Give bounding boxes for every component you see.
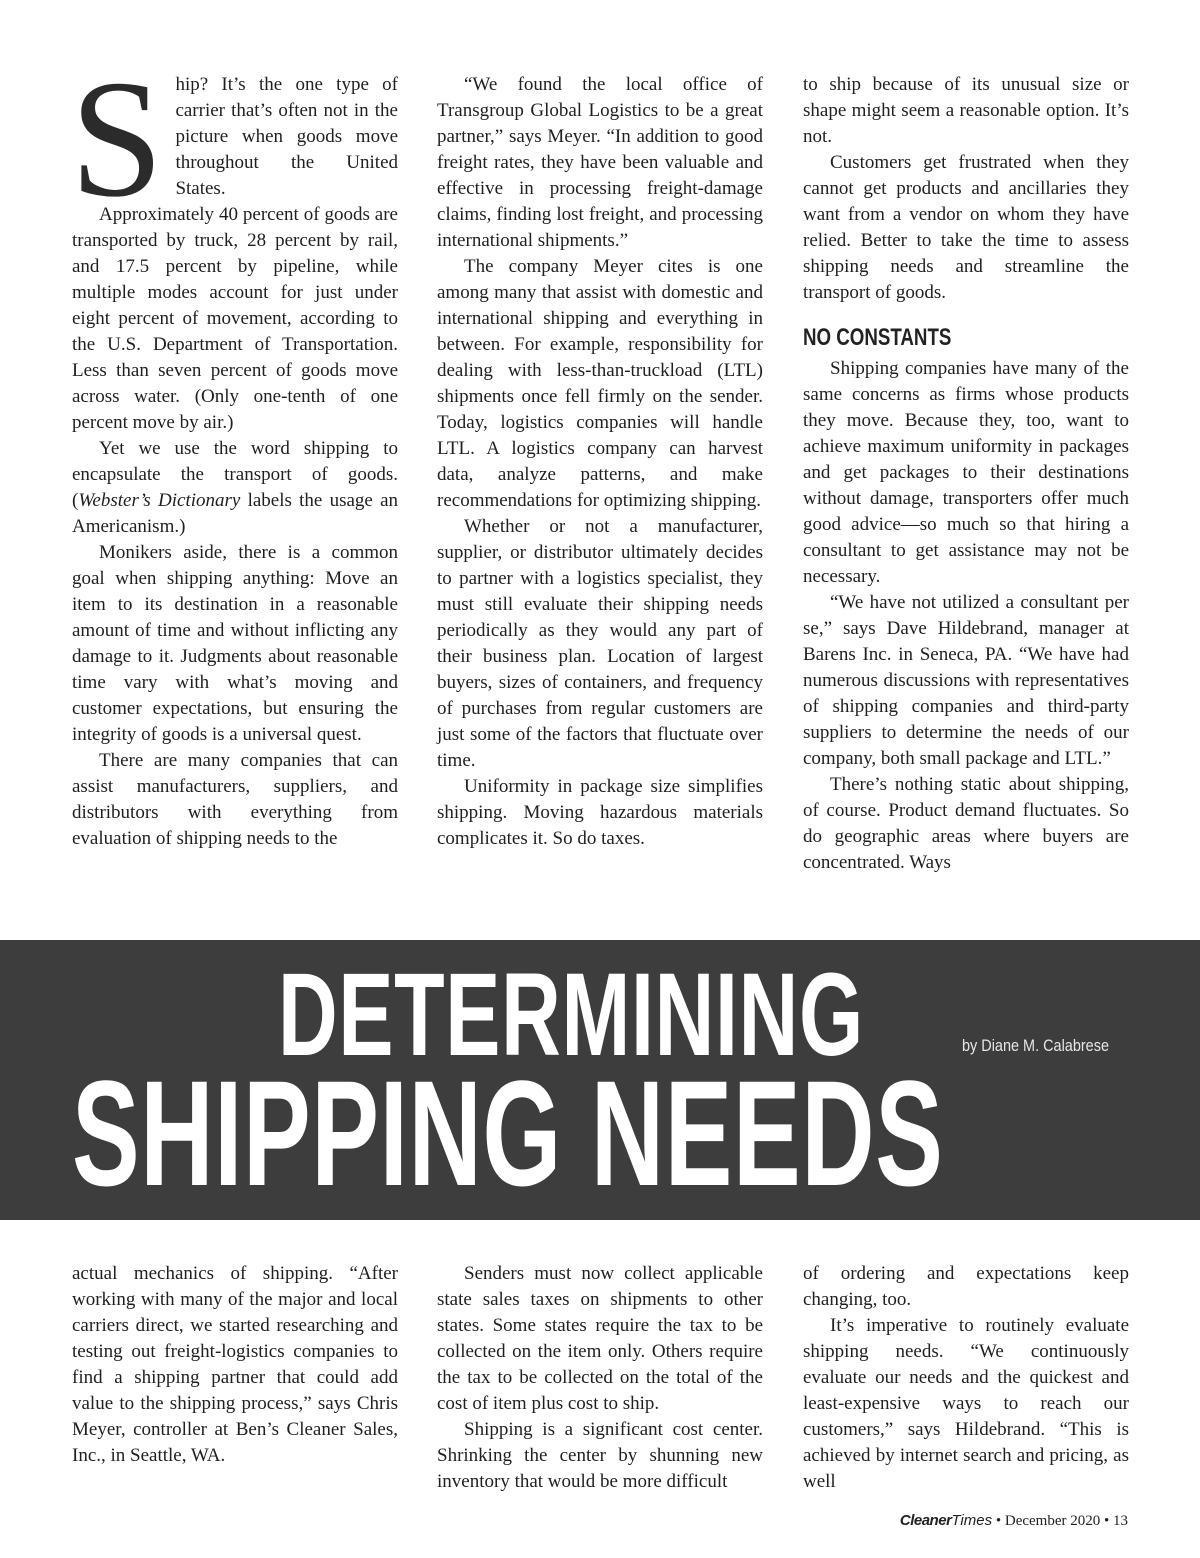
opening-paragraph [70, 46, 398, 232]
paragraph: “We have not utilized a consultant per se,” says Dave Hildebrand, manager at Barens Inc. in Seneca, PA. “We have had numerous discussions with representatives of shipping companies and third-party suppliers to determine the needs of our company, both small package and LTL.” [803, 592, 1129, 769]
paragraph: The company Meyer cites is one among many that assist with domestic and international shipping and everything in between. For example, responsibility for dealing with less-than-truckload (LTL) shipments once fell firmly on the sender. Today, logistics companies will handle LTL. A logistics company can harvest data, analyze patterns, and make recommendations for optimizing shipping. [437, 256, 763, 511]
column-1-top [70, 46, 398, 852]
dictionary-title: Webster’s Dictionary [78, 490, 241, 511]
column-3-bottom [803, 1261, 1129, 1495]
paragraph-text: labels the usage an Americanism.) [72, 490, 398, 537]
paragraph: There are many companies that can assist manufacturers, suppliers, and distributors with everything from evaluation of shipping needs to the [72, 750, 398, 849]
column-1-bottom [72, 1261, 398, 1469]
author-byline: by Diane M. Calabrese [962, 1036, 1109, 1055]
paragraph: It’s imperative to routinely evaluate shipping needs. “We continuously evaluate our needs and the quickest and least-expensive ways to reach our customers,” says Hildebrand. “This is achieved by internet search and pricing, as well [803, 1315, 1129, 1492]
drop-cap: S [70, 46, 164, 232]
paragraph: Approximately 40 percent of goods are transported by truck, 28 percent by rail, and 17.5 percent by pipeline, while multiple modes account for just under eight percent of movement, according to the U.S. Department of Transportation. Less than seven percent of goods move across water. (Only one-tenth of one percent move by air.) [72, 204, 398, 433]
paragraph: Uniformity in package size simplifies shipping. Moving hazardous materials complicates it. So do taxes. [437, 776, 763, 849]
paragraph: to ship because of its unusual size or shape might seem a reasonable option. It’s not. [803, 74, 1129, 147]
magazine-name: Cleaner [899, 1512, 952, 1529]
column-2-bottom [437, 1261, 763, 1495]
magazine-name-rest: Times [951, 1512, 993, 1529]
paragraph: Senders must now collect applicable state sales taxes on shipments to other states. Some states require the tax to be collected on the item only. Others require the tax to be collected on the total of the cost of item plus cost to ship. [437, 1263, 763, 1414]
headline-line-2: SHIPPING NEEDS [72, 1049, 944, 1217]
paragraph: Whether or not a manufacturer, supplier, or distributor ultimately decides to partner with a logistics specialist, they must still evaluate their shipping needs periodically as they would any part of their business plan. Location of largest buyers, sizes of containers, and frequency of purchases from regular customers are just some of the factors that fluctuate over time. [437, 516, 763, 771]
section-subhead: NO CONSTANTS [803, 324, 952, 351]
opening-text: hip? It’s the one type of carrier that’s often not in the picture when goods move throughout the United States. [175, 74, 398, 199]
paragraph: Shipping is a significant cost center. Shrinking the center by shunning new inventory that would be more difficult [437, 1419, 763, 1492]
paragraph [72, 436, 398, 540]
paragraph-text: Yet we use the word shipping to encapsulate the transport of goods. ( [72, 438, 398, 511]
paragraph: of ordering and expectations keep changing, too. [803, 1263, 1129, 1310]
page-footer [900, 1512, 1128, 1530]
paragraph: “We found the local office of Transgroup Global Logistics to be a great partner,” says Meyer. “In addition to good freight rates, they have been valuable and effective in processing freight-damage claims, finding lost freight, and processing international shipments.” [437, 74, 763, 251]
paragraph: Shipping companies have many of the same concerns as firms whose products they move. Because they, too, want to achieve maximum uniformity in packages and get packages to their destinations without damage, transporters offer much good advice—so much so that hiring a consultant to get assistance may not be necessary. [803, 358, 1129, 587]
column-2-top [437, 72, 763, 852]
paragraph: There’s nothing static about shipping, of course. Product demand fluctuates. So do geographic areas where buyers are concentrated. Ways [803, 774, 1129, 873]
column-3-top [803, 72, 1129, 876]
headline-line-1: DETERMINING [278, 949, 864, 1081]
paragraph: Monikers aside, there is a common goal when shipping anything: Move an item to its destination in a reasonable amount of time and without inflicting any damage to it. Judgments about reasonable time vary with what’s moving and customer expectations, but ensuring the integrity of goods is a universal quest. [72, 542, 398, 745]
paragraph: Customers get frustrated when they cannot get products and ancillaries they want from a vendor on whom they have relied. Better to take the time to assess shipping needs and streamline the transport of goods. [803, 152, 1129, 303]
issue-and-page: • December 2020 • 13 [992, 1513, 1128, 1529]
paragraph: actual mechanics of shipping. “After working with many of the major and local carriers direct, we started researching and testing out freight-logistics companies to find a shipping partner that could add value to the shipping process,” says Chris Meyer, controller at Ben’s Cleaner Sales, Inc., in Seattle, WA. [72, 1263, 398, 1466]
